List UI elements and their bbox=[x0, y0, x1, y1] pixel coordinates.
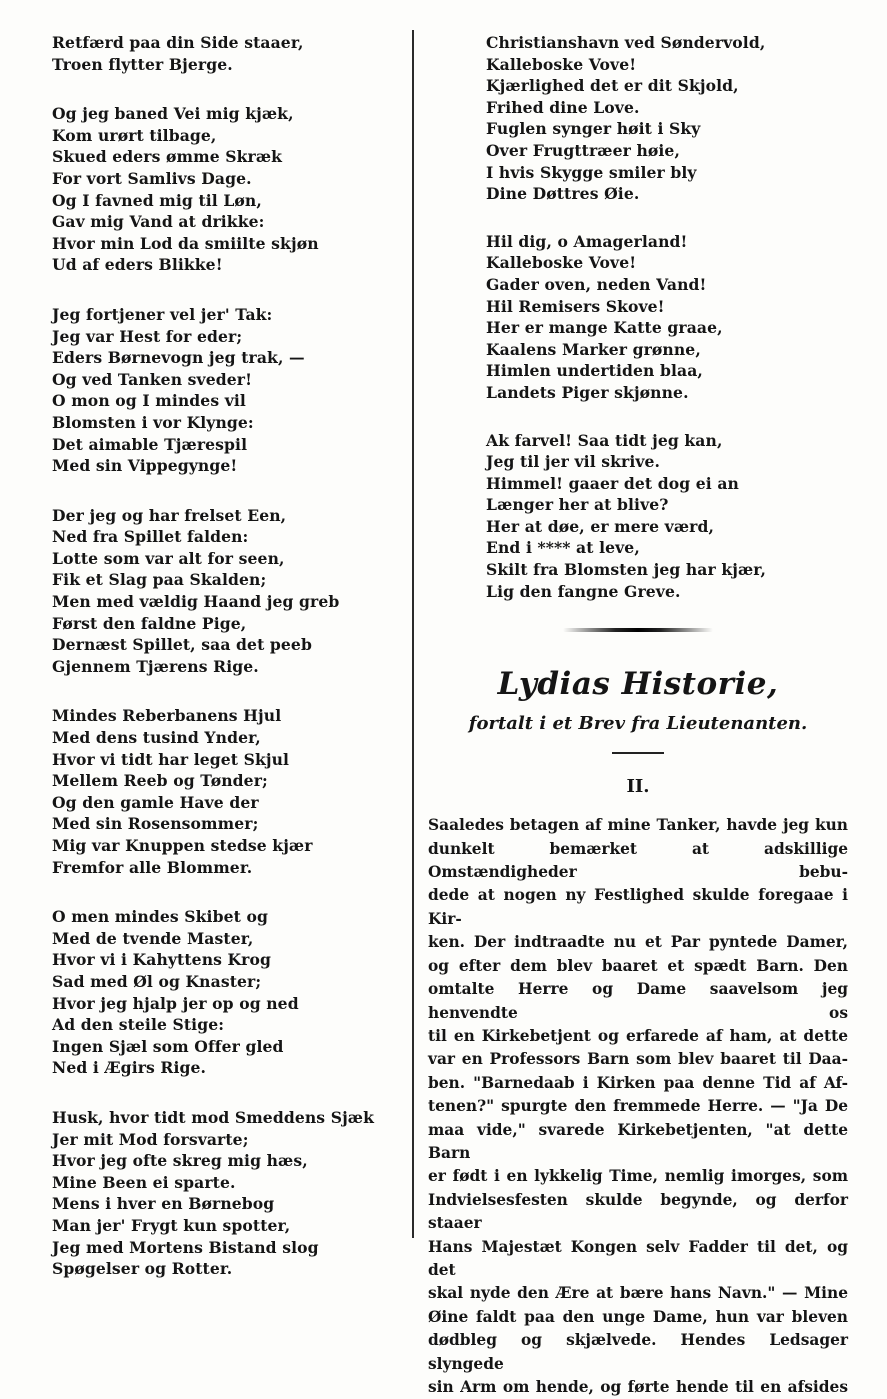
verse-line: Med sin Rosensommer; bbox=[52, 814, 259, 834]
verse-line: O men mindes Skibet og bbox=[52, 907, 268, 927]
verse-line: Eders Børnevogn jeg trak, — bbox=[52, 348, 305, 368]
verse-line: Troen flytter Bjerge. bbox=[52, 54, 233, 74]
verse-line: Fuglen synger høit i Sky bbox=[486, 119, 701, 139]
ornamental-separator bbox=[563, 628, 713, 632]
verse-line: Med de tvende Master, bbox=[52, 928, 254, 948]
prose-line: til en Kirkebetjent og erfarede af ham, at dette bbox=[428, 1026, 848, 1045]
prose-line: Hans Majestæt Kongen selv Fadder til det, og det bbox=[428, 1237, 848, 1279]
verse-line: Og den gamle Have der bbox=[52, 792, 259, 812]
verse-line: Ned i Ægirs Rige. bbox=[52, 1058, 207, 1078]
verse-line: Mens i hver en Børnebog bbox=[52, 1194, 275, 1214]
verse-line: Ned fra Spillet falden: bbox=[52, 527, 249, 547]
verse-line: Mig var Knuppen stedse kjær bbox=[52, 836, 313, 855]
verse-line: Dernæst Spillet, saa det peeb bbox=[52, 635, 312, 655]
verse-line: Jeg til jer vil skrive. bbox=[486, 452, 661, 472]
verse-line: Her er mange Katte graae, bbox=[486, 318, 723, 338]
prose-line: skal nyde den Ære at bære hans Navn." — Mine bbox=[428, 1284, 848, 1303]
verse-line: Der jeg og har frelset Een, bbox=[52, 505, 287, 525]
verse-line: Himmel! gaaer det dog ei an bbox=[486, 473, 739, 493]
verse-line: O mon og I mindes vil bbox=[52, 391, 246, 411]
stanza bbox=[52, 32, 402, 75]
story-subtitle: fortalt i et Brev fra Lieutenanten. bbox=[468, 713, 808, 735]
verse-line: Det aimable Tjærespil bbox=[52, 434, 248, 454]
verse-line: Skilt fra Blomsten jeg har kjær, bbox=[486, 560, 767, 580]
chapter-number: II. bbox=[626, 776, 650, 798]
verse-line: Længer her at blive? bbox=[486, 495, 669, 515]
verse-line: Og jeg baned Vei mig kjæk, bbox=[52, 104, 294, 124]
verse-line: Retfærd paa din Side staaer, bbox=[52, 33, 304, 52]
verse-line: Kalleboske Vove! bbox=[486, 54, 637, 74]
prose-line: ken. Der indtraadte nu et Par pyntede Damer, bbox=[428, 933, 848, 952]
stanza bbox=[486, 430, 848, 603]
verse-line: Kalleboske Vove! bbox=[486, 253, 637, 273]
verse-line: Gjennem Tjærens Rige. bbox=[52, 656, 259, 676]
verse-line: Hvor jeg hjalp jer op og ned bbox=[52, 993, 299, 1013]
stanza bbox=[52, 705, 402, 878]
prose-line: maa vide," svarede Kirkebetjenten, "at dette Barn bbox=[428, 1120, 848, 1162]
stanza bbox=[52, 906, 402, 1079]
verse-line: Spøgelser og Rotter. bbox=[52, 1259, 233, 1279]
verse-line: Lig den fangne Greve. bbox=[486, 581, 681, 601]
verse-line: Fremfor alle Blommer. bbox=[52, 857, 253, 877]
prose-line: er født i en lykkelig Time, nemlig imorges, som bbox=[428, 1167, 848, 1186]
short-rule bbox=[612, 752, 664, 754]
prose-line: dunkelt bemærket at adskillige Omstændigheder bebu- bbox=[428, 839, 848, 882]
verse-line: Blomsten i vor Klynge: bbox=[52, 412, 254, 432]
verse-line: Himlen undertiden blaa, bbox=[486, 361, 703, 381]
verse-line: Man jer' Frygt kun spotter, bbox=[52, 1215, 291, 1235]
verse-line: Her at døe, er mere værd, bbox=[486, 516, 714, 536]
verse-line: Hvor min Lod da smiilte skjøn bbox=[52, 233, 319, 253]
story-title: Lydias Historie, bbox=[497, 666, 779, 703]
verse-line: Gader oven, neden Vand! bbox=[486, 274, 707, 294]
verse-line: Christianshavn ved Søndervold, bbox=[486, 33, 766, 52]
verse-line: Ud af eders Blikke! bbox=[52, 255, 223, 275]
prose-line: og efter dem blev baaret et spædt Barn. Den bbox=[428, 956, 848, 975]
verse-line: Lotte som var alt for seen, bbox=[52, 548, 285, 568]
verse-line: Dine Døttres Øie. bbox=[486, 184, 640, 204]
left-poem bbox=[52, 32, 402, 1280]
left-column bbox=[52, 32, 402, 1308]
prose-line: Indvielsesfesten skulde begynde, og derfor staaer bbox=[428, 1190, 848, 1233]
prose-line: dødbleg og skjælvede. Hendes Ledsager slyngede bbox=[428, 1331, 848, 1373]
verse-line: Men med vældig Haand jeg greb bbox=[52, 592, 340, 612]
verse-line: Ingen Sjæl som Offer gled bbox=[52, 1036, 284, 1056]
prose-body bbox=[428, 814, 848, 1399]
right-column bbox=[428, 32, 848, 1399]
verse-line: Hil Remisers Skove! bbox=[486, 296, 665, 316]
verse-line: Hvor vi i Kahyttens Krog bbox=[52, 950, 272, 970]
verse-line: Og ved Tanken sveder! bbox=[52, 369, 253, 389]
verse-line: Over Frugttræer høie, bbox=[486, 140, 680, 160]
verse-line: Mindes Reberbanens Hjul bbox=[52, 706, 282, 726]
column-divider bbox=[412, 30, 414, 1238]
verse-line: Først den faldne Pige, bbox=[52, 613, 247, 633]
verse-line: Fik et Slag paa Skalden; bbox=[52, 570, 267, 590]
right-poem bbox=[486, 32, 848, 602]
verse-line: I hvis Skygge smiler bly bbox=[486, 162, 697, 182]
verse-line: Jer mit Mod forsvarte; bbox=[52, 1129, 249, 1149]
verse-line: Ak farvel! Saa tidt jeg kan, bbox=[486, 430, 723, 450]
stanza bbox=[52, 103, 402, 276]
verse-line: Og I favned mig til Løn, bbox=[52, 190, 262, 210]
prose-line: sin Arm om hende, og førte hende til en afsides bbox=[428, 1378, 848, 1396]
verse-line: Kaalens Marker grønne, bbox=[486, 339, 701, 359]
verse-line: Sad med Øl og Knaster; bbox=[52, 971, 262, 991]
prose-line: ben. "Barnedaab i Kirken paa denne Tid af Af- bbox=[428, 1073, 848, 1092]
prose-line: dede at nogen ny Festlighed skulde foregaae i Kir- bbox=[428, 886, 848, 928]
verse-line: Landets Piger skjønne. bbox=[486, 382, 689, 402]
verse-line: Med dens tusind Ynder, bbox=[52, 728, 261, 748]
verse-line: Ad den steile Stige: bbox=[52, 1015, 225, 1035]
verse-line: Jeg fortjener vel jer' Tak: bbox=[52, 304, 273, 324]
prose-line: Saaledes betagen af mine Tanker, havde jeg kun bbox=[428, 816, 848, 835]
verse-line: Hvor jeg ofte skreg mig hæs, bbox=[52, 1151, 308, 1171]
verse-line: Gav mig Vand at drikke: bbox=[52, 212, 265, 232]
prose-line: var en Professors Barn som blev baaret til Daa- bbox=[428, 1050, 848, 1069]
verse-line: Jeg var Hest for eder; bbox=[52, 326, 243, 346]
stanza bbox=[486, 231, 848, 404]
prose-line: Øine faldt paa den unge Dame, hun var bleven bbox=[428, 1307, 848, 1326]
stanza bbox=[52, 304, 402, 477]
verse-line: Husk, hvor tidt mod Smeddens Sjæk bbox=[52, 1107, 375, 1127]
prose-line: omtalte Herre og Dame saavelsom jeg henvendte os bbox=[428, 980, 848, 1022]
stanza bbox=[486, 32, 848, 205]
verse-line: Frihed dine Love. bbox=[486, 97, 640, 117]
prose-line: tenen?" spurgte den fremmede Herre. — "Ja De bbox=[428, 1097, 848, 1116]
verse-line: Med sin Vippegynge! bbox=[52, 456, 238, 476]
verse-line: For vort Samlivs Dage. bbox=[52, 168, 252, 188]
verse-line: Kjærlighed det er dit Skjold, bbox=[486, 76, 739, 96]
verse-line: Mine Been ei sparte. bbox=[52, 1172, 236, 1192]
verse-line: Kom urørt tilbage, bbox=[52, 125, 217, 145]
verse-line: End i **** at leve, bbox=[486, 538, 640, 558]
verse-line: Hil dig, o Amagerland! bbox=[486, 231, 688, 251]
verse-line: Skued eders ømme Skræk bbox=[52, 147, 283, 167]
stanza bbox=[52, 505, 402, 678]
verse-line: Jeg med Mortens Bistand slog bbox=[52, 1237, 319, 1257]
verse-line: Hvor vi tidt har leget Skjul bbox=[52, 749, 290, 769]
stanza bbox=[52, 1107, 402, 1280]
verse-line: Mellem Reeb og Tønder; bbox=[52, 771, 268, 791]
